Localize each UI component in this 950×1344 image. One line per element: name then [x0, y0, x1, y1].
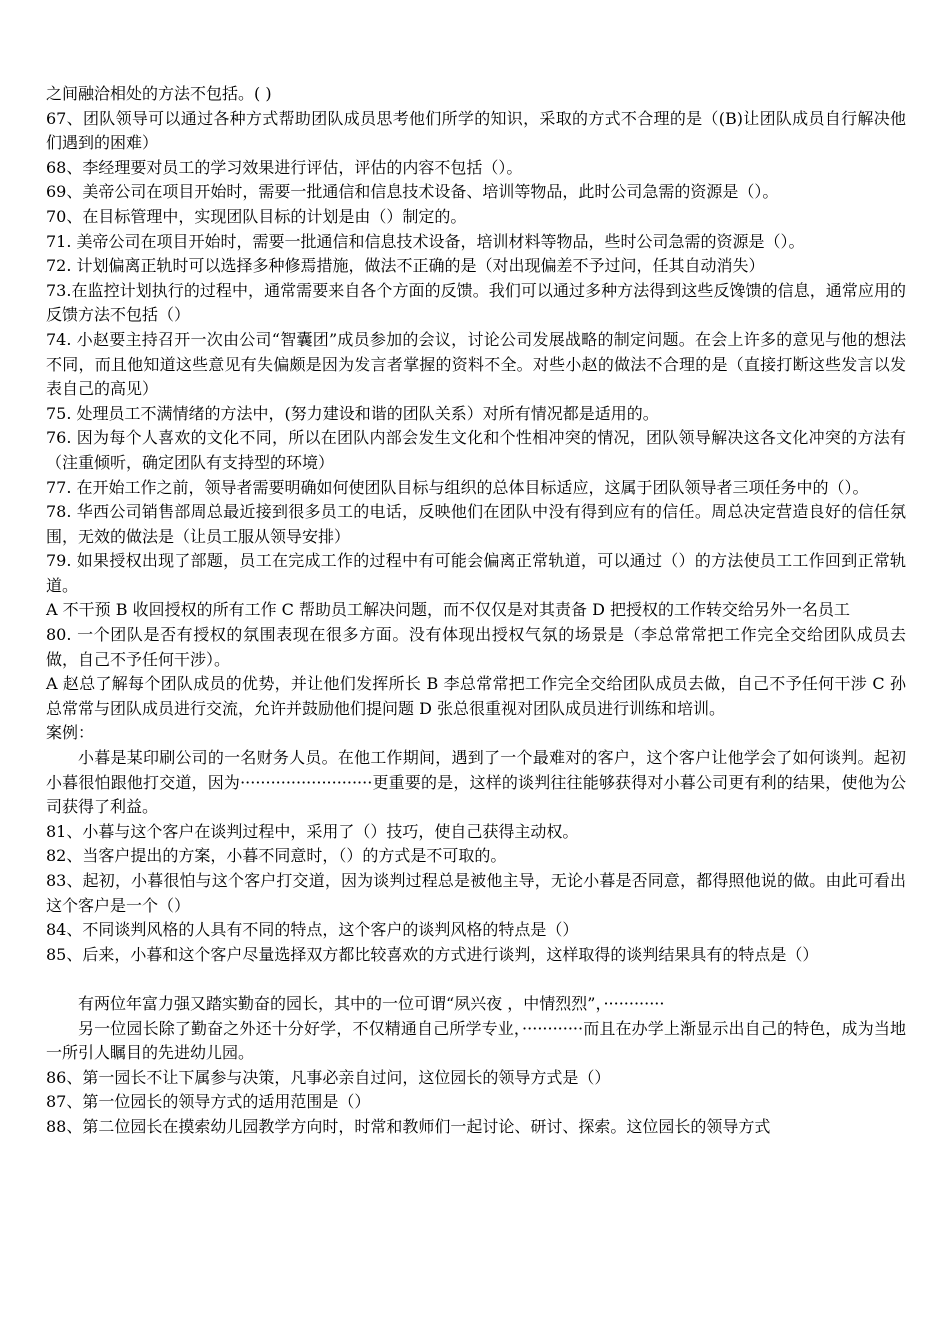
text-paragraph: 87、第一位园长的领导方式的适用范围是（） — [46, 1092, 371, 1112]
text-paragraph: 70、在目标管理中，实现团队目标的计划是由（）制定的。 — [46, 206, 467, 226]
text-paragraph: 小暮是某印刷公司的一名财务人员。在他工作期间，遇到了一个最难对的客户，这个客户让他学会了如何谈判。起初小暮很怕跟他打交道，因为··························更重要的是，这样的谈判往往能够获得对小暮公司更有利的结果，使他为公司获得了利益。 — [46, 748, 906, 817]
text-paragraph: 77. 在开始工作之前，领导者需要明确如何使团队目标与组织的总体目标适应，这属于团队领导者三项任务中的（）。 — [46, 477, 869, 497]
text-paragraph: 86、第一园长不让下属参与决策，凡事必亲自过问，这位园长的领导方式是（） — [46, 1067, 611, 1087]
text-paragraph: 有两位年富力强又踏实勤奋的园长，其中的一位可谓“夙兴夜 ，中情烈烈”，············ — [78, 993, 665, 1013]
text-paragraph: 76. 因为每个人喜欢的文化不同，所以在团队内部会发生文化和个性相冲突的情况，团队领导解决这各文化冲突的方法有（注重倾听，确定团队有支持型的环境） — [46, 428, 906, 472]
text-paragraph: 84、不同谈判风格的人具有不同的特点，这个客户的谈判风格的特点是（） — [46, 920, 579, 940]
text-paragraph: 88、第二位园长在摸索幼儿园教学方向时，时常和教师们一起讨论、研讨、探索。这位园长的领导方式 — [46, 1116, 771, 1136]
text-paragraph: 68、李经理要对员工的学习效果进行评估，评估的内容不包括（）。 — [46, 157, 523, 177]
text-paragraph: 75. 处理员工不满情绪的方法中，(努力建设和谐的团队关系）对所有情况都是适用的。 — [46, 403, 659, 423]
text-paragraph: A 不干预 B 收回授权的所有工作 C 帮助员工解决问题，而不仅仅是对其责备 D 把授权的工作转交给另外一名员工 — [46, 600, 850, 620]
text-paragraph: 78. 华西公司销售部周总最近接到很多员工的电话，反映他们在团队中没有得到应有的信任。周总决定营造良好的信任氛围，无效的做法是（让员工服从领导安排） — [46, 502, 906, 546]
text-paragraph: 81、小暮与这个客户在谈判过程中，采用了（）技巧，使自己获得主动权。 — [46, 821, 579, 841]
text-paragraph: 另一位园长除了勤奋之外还十分好学，不仅精通自己所学专业，············而且在办学上渐显示出自己的特色，成为当地一所引人瞩目的先进幼儿园。 — [46, 1018, 906, 1063]
text-paragraph: 71. 美帝公司在项目开始时，需要一批通信和信息技术设备，培训材料等物品，些时公司急需的资源是（）。 — [46, 231, 805, 251]
text-paragraph: 之间融洽相处的方法不包括。( ) — [46, 84, 272, 103]
text-paragraph: 80. 一个团队是否有授权的氛围表现在很多方面。没有体现出授权气氛的场景是（李总常常把工作完全交给团队成员去做，自己不予任何干涉）。 — [46, 625, 906, 669]
text-paragraph: 69、美帝公司在项目开始时，需要一批通信和信息技术设备、培训等物品，此时公司急需的资源是（）。 — [46, 182, 779, 202]
text-paragraph: 73.在监控计划执行的过程中，通常需要来自各个方面的反馈。我们可以通过多种方法得到这些反馋馈的信息，通常应用的反馈方法不包括（） — [46, 280, 906, 325]
text-paragraph: 82、当客户提出的方案，小暮不同意时，（）的方式是不可取的。 — [46, 846, 507, 866]
text-paragraph: 85、后来，小暮和这个客户尽量选择双方都比较喜欢的方式进行谈判，这样取得的谈判结果具有的特点是（） — [46, 944, 819, 964]
text-paragraph: 83、起初，小暮很怕与这个客户打交道，因为谈判过程总是被他主导，无论小暮是否同意，都得照他说的做。由此可看出这个客户是一个（） — [46, 871, 906, 915]
text-paragraph: 案例： — [46, 723, 95, 743]
document-body — [46, 82, 906, 1140]
text-paragraph: 79. 如果授权出现了部题，员工在完成工作的过程中有可能会偏离正常轨道，可以通过（）的方法使员工工作回到正常轨道。 — [46, 551, 906, 595]
text-paragraph: 74. 小赵要主持召开一次由公司“智囊团”成员参加的会议，讨论公司发展战略的制定问题。在会上许多的意见与他的想法不同，而且他知道这些意见有失偏颇是因为发言者掌握的资料不全。对些小赵的做法不合理的是（直接打断这些发言以发表自己的高见） — [46, 329, 906, 399]
text-paragraph: 72. 计划偏离正轨时可以选择多种修焉措施，做法不正确的是（对出现偏差不予过问，任其自动消失） — [46, 256, 765, 276]
text-paragraph: 67、团队领导可以通过各种方式帮助团队成员思考他们所学的知识，采取的方式不合理的是（(B)让团队成员自行解决他们遇到的困难） — [46, 108, 906, 153]
text-paragraph: A 赵总了解每个团队成员的优势，并让他们发挥所长 B 李总常常把工作完全交给团队成员去做，自己不予任何干涉 C 孙总常常与团队成员进行交流，允许并鼓励他们提问题 D 张总很重视对团队成员进行训练和培训。 — [46, 674, 906, 718]
blank-line — [46, 967, 906, 992]
